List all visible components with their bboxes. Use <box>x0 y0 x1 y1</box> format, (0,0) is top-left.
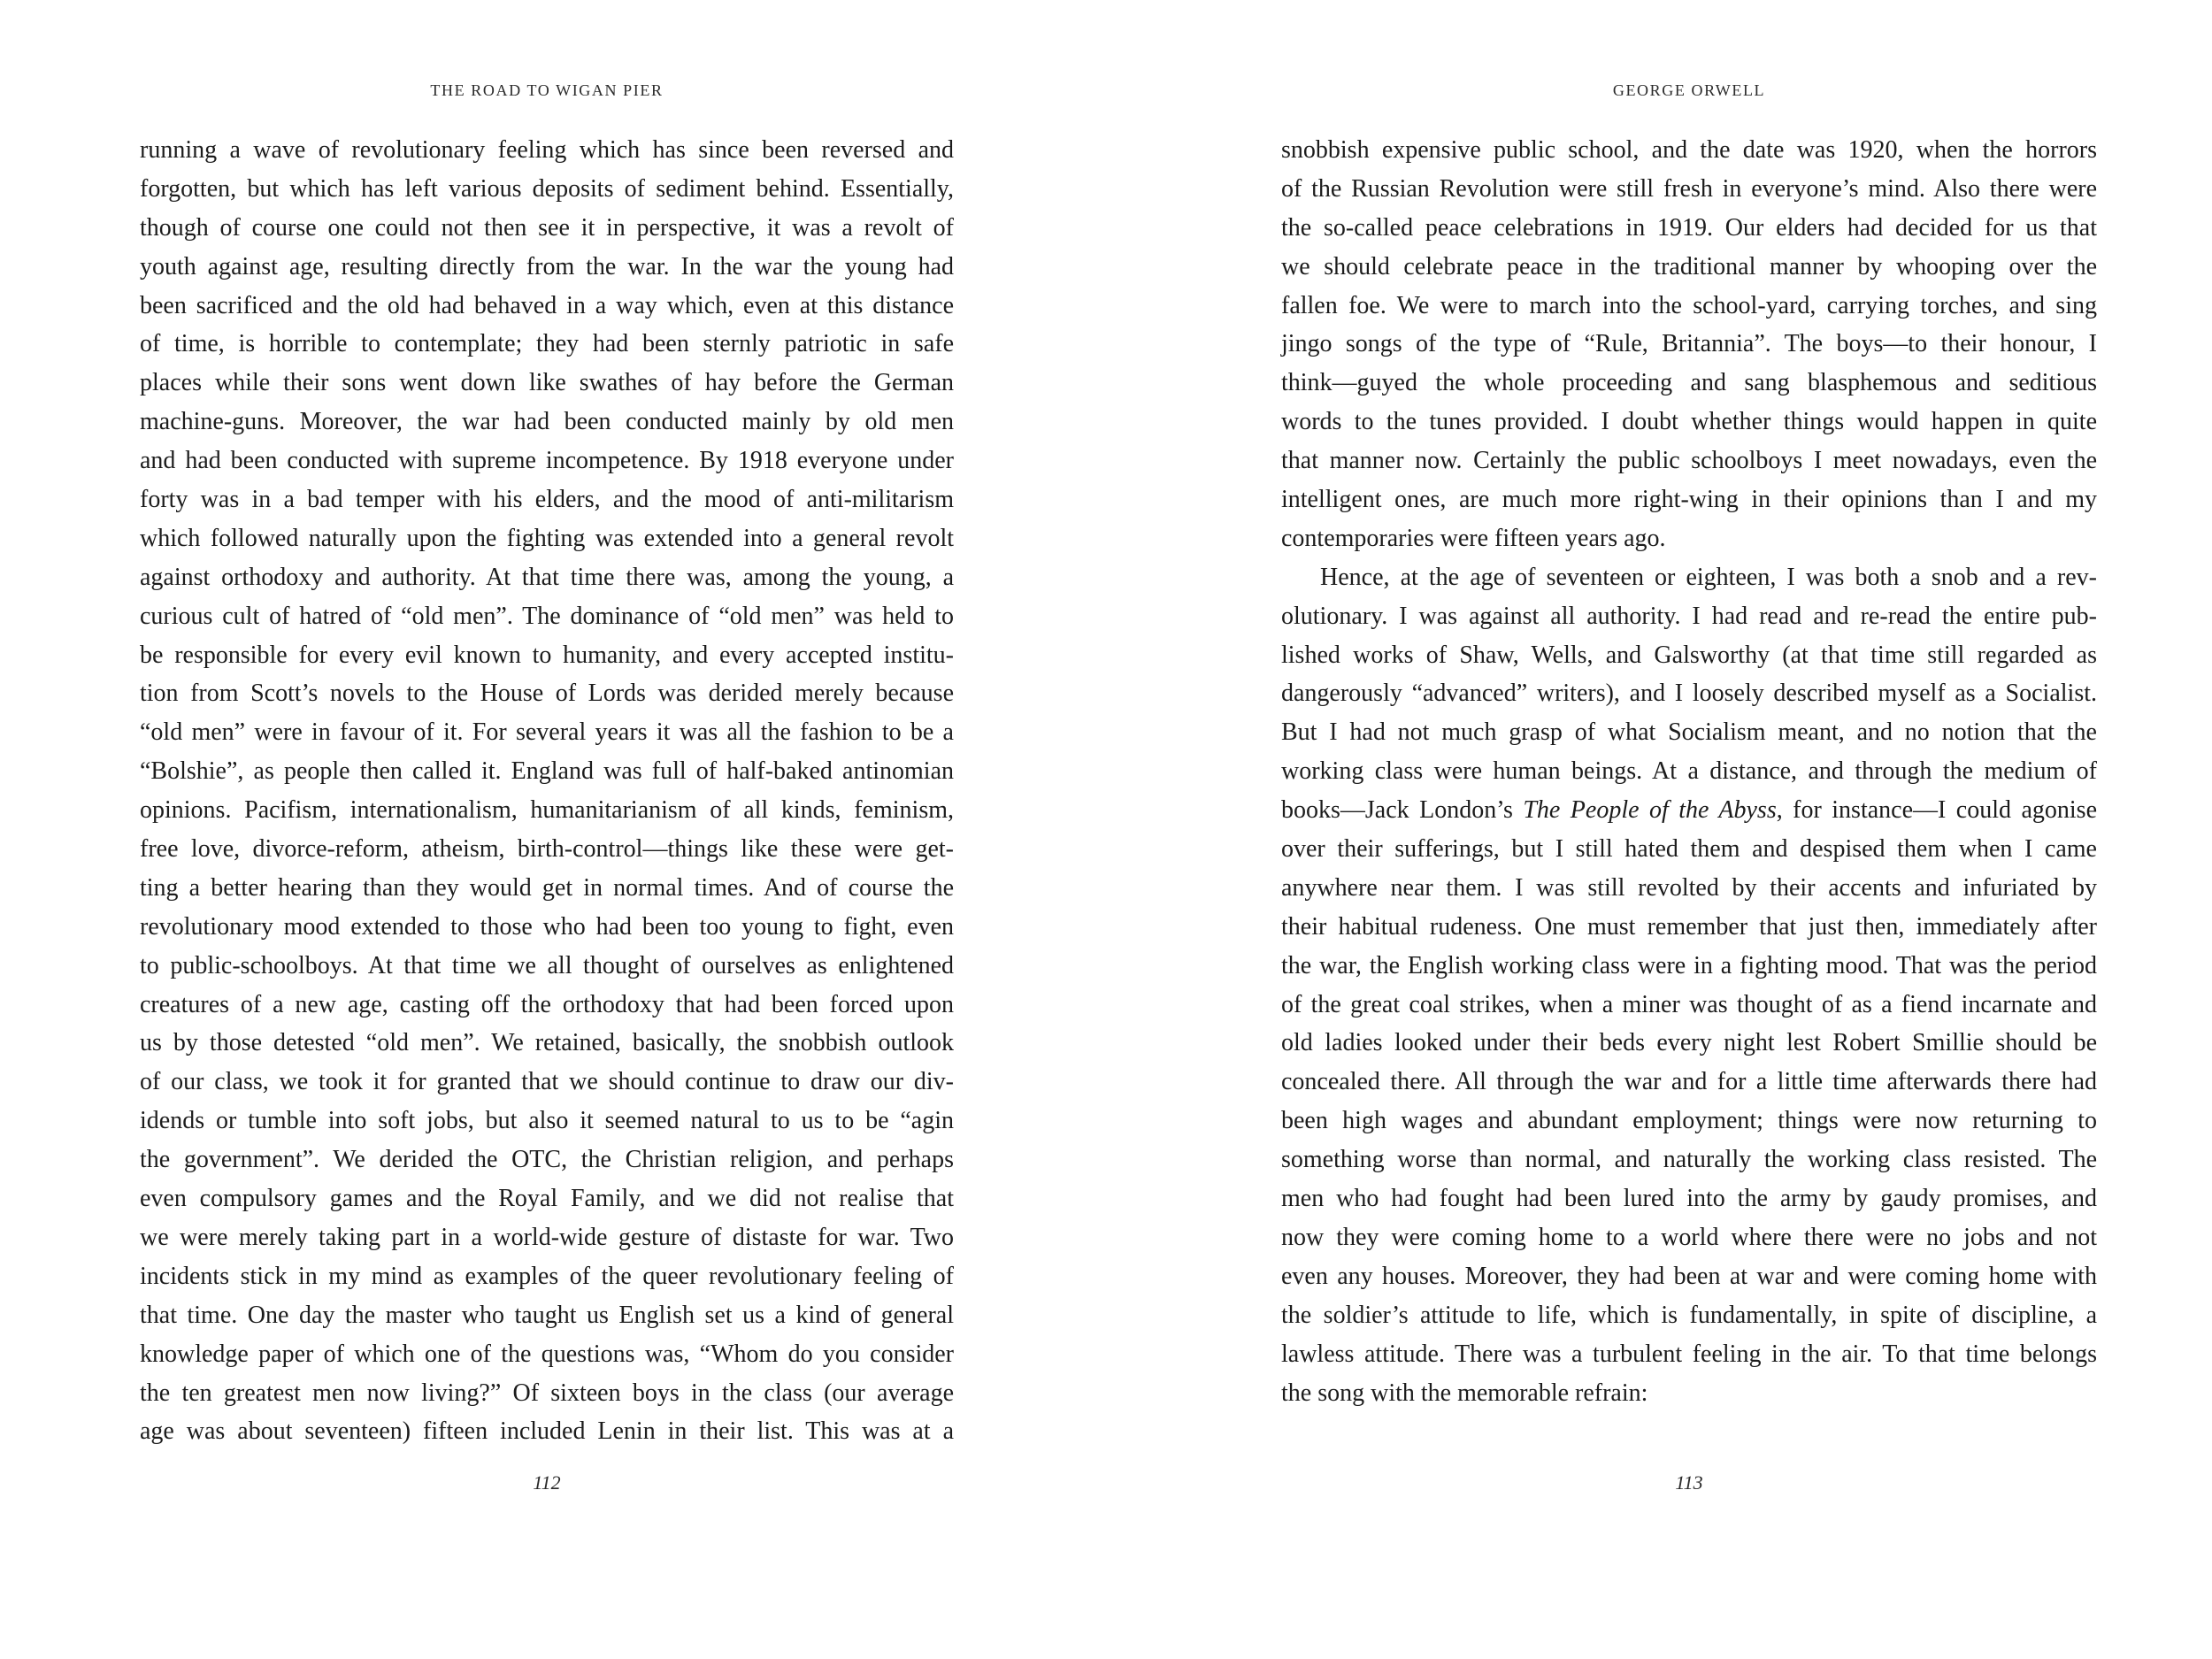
text-line: against orthodoxy and authority. At that time there was, among the young, a <box>140 563 954 591</box>
text-line: words to the tunes provided. I doubt whether things would happen in quite <box>1281 408 2097 436</box>
text-line: “Bolshie”, as people then called it. England was full of half-baked antinomian <box>140 757 954 786</box>
left-body-text <box>140 131 954 1451</box>
text-line: the song with the memorable refrain: <box>1281 1379 1648 1407</box>
text-line: “old men” were in favour of it. For several years it was all the fashion to be a <box>140 718 954 747</box>
text-line: Hence, at the age of seventeen or eighteen, I was both a snob and a rev- <box>1320 563 2097 591</box>
text-segment: , for instance—I could agonise <box>1776 796 2097 825</box>
text-line <box>1281 791 2097 830</box>
text-line: the so-called peace celebrations in 1919. Our elders had decided for us that <box>1281 213 2097 242</box>
text-line: creatures of a new age, casting off the orthodoxy that had been forced upon <box>140 990 954 1018</box>
text-line: jingo songs of the type of “Rule, Britannia”. The boys—to their honour, I <box>1281 330 2097 358</box>
right-body-text <box>1281 131 2097 1412</box>
text-line: though of course one could not then see it in perspective, it was a revolt of <box>140 213 954 242</box>
text-line: curious cult of hatred of “old men”. The dominance of “old men” was held to <box>140 602 954 630</box>
text-line: now they were coming home to a world where there were no jobs and not <box>1281 1223 2097 1251</box>
text-line: working class were human beings. At a distance, and through the medium of <box>1281 757 2097 786</box>
text-line: the government”. We derided the OTC, the Christian religion, and perhaps <box>140 1146 954 1174</box>
book-title: The People of the Abyss <box>1523 796 1777 825</box>
left-running-head: THE ROAD TO WIGAN PIER <box>430 81 664 99</box>
text-line: we were merely taking part in a world-wide gesture of distaste for war. Two <box>140 1223 954 1251</box>
text-line: forty was in a bad temper with his elders, and the mood of anti-militarism <box>140 486 954 514</box>
text-line: the war, the English working class were in a fighting mood. That was the period <box>1281 951 2097 979</box>
text-line: to public-schoolboys. At that time we all thought of ourselves as enlightened <box>140 951 954 979</box>
text-line: places while their sons went down like swathes of hay before the German <box>140 369 954 397</box>
text-line: snobbish expensive public school, and the date was 1920, when the horrors <box>1281 136 2097 164</box>
text-line: even any houses. Moreover, they had been at war and were coming home with <box>1281 1262 2097 1290</box>
right-running-head: GEORGE ORWELL <box>1612 81 1766 99</box>
text-line: olutionary. I was against all authority. I had read and re-read the entire pub- <box>1281 602 2097 630</box>
text-line: machine-guns. Moreover, the war had been conducted mainly by old men <box>140 408 954 436</box>
text-line: the soldier’s attitude to life, which is fundamentally, in spite of discipline, a <box>1281 1301 2097 1329</box>
text-line: the ten greatest men now living?” Of sixteen boys in the class (our average <box>140 1379 954 1407</box>
text-line: of the great coal strikes, when a miner was thought of as a fiend incarnate and <box>1281 990 2097 1018</box>
text-line: running a wave of revolutionary feeling which has since been reversed and <box>140 136 954 164</box>
text-line: fallen foe. We were to march into the school-yard, carrying torches, and sing <box>1281 291 2097 319</box>
text-line: intelligent ones, are much more right-wing in their opinions than I and my <box>1281 486 2097 514</box>
text-line: that manner now. Certainly the public schoolboys I meet nowadays, even the <box>1281 447 2097 475</box>
text-line: incidents stick in my mind as examples of the queer revolutionary feeling of <box>140 1262 954 1290</box>
text-line: over their sufferings, but I still hated them and despised them when I came <box>1281 835 2097 864</box>
text-line: contemporaries were fifteen years ago. <box>1281 524 1666 552</box>
text-line: something worse than normal, and naturally the working class resisted. The <box>1281 1146 2097 1174</box>
text-line: age was about seventeen) fifteen included Lenin in their list. This was at a <box>140 1417 954 1446</box>
text-line: anywhere near them. I was still revolted by their accents and infuriated by <box>1281 873 2097 902</box>
text-line: been sacrificed and the old had behaved in a way which, even at this distance <box>140 291 954 319</box>
text-line: us by those detested “old men”. We retained, basically, the snobbish outlook <box>140 1029 954 1057</box>
text-line: that time. One day the master who taught us English set us a kind of general <box>140 1301 954 1329</box>
text-line: which followed naturally upon the fighting was extended into a general revolt <box>140 524 954 552</box>
text-line: But I had not much grasp of what Socialism meant, and no notion that the <box>1281 718 2097 747</box>
text-line: old ladies looked under their beds every night lest Robert Smillie should be <box>1281 1029 2097 1057</box>
text-line: think—guyed the whole proceeding and sang blasphemous and seditious <box>1281 369 2097 397</box>
text-line: of our class, we took it for granted that we should continue to draw our div- <box>140 1068 954 1096</box>
text-line: been high wages and abundant employment; things were now returning to <box>1281 1107 2097 1135</box>
left-page-number: 112 <box>533 1471 561 1494</box>
text-line: we should celebrate peace in the traditional manner by whooping over the <box>1281 252 2097 280</box>
right-page-number: 113 <box>1675 1471 1703 1494</box>
text-line: idends or tumble into soft jobs, but also it seemed natural to us to be “agin <box>140 1107 954 1135</box>
text-line: lished works of Shaw, Wells, and Galsworthy (at that time still regarded as <box>1281 641 2097 669</box>
text-line: forgotten, but which has left various deposits of sediment behind. Essentially, <box>140 174 954 203</box>
right-page <box>1106 0 2212 1659</box>
text-line: their habitual rudeness. One must remember that just then, immediately after <box>1281 912 2097 941</box>
text-line: tion from Scott’s novels to the House of Lords was derided merely because <box>140 680 954 708</box>
text-line: and had been conducted with supreme incompetence. By 1918 everyone under <box>140 447 954 475</box>
text-line: men who had fought had been lured into the army by gaudy promises, and <box>1281 1185 2097 1213</box>
text-segment: books—Jack London’s <box>1281 796 1524 825</box>
text-line: dangerously “advanced” writers), and I loosely described myself as a Socialist. <box>1281 680 2097 708</box>
text-line: revolutionary mood extended to those who had been too young to fight, even <box>140 912 954 941</box>
text-line: be responsible for every evil known to humanity, and every accepted institu- <box>140 641 954 669</box>
text-line: lawless attitude. There was a turbulent feeling in the air. To that time belongs <box>1281 1340 2097 1368</box>
text-line: even compulsory games and the Royal Family, and we did not realise that <box>140 1185 954 1213</box>
text-line: of time, is horrible to contemplate; they had been sternly patriotic in safe <box>140 330 954 358</box>
text-line: opinions. Pacifism, internationalism, humanitarianism of all kinds, feminism, <box>140 796 954 825</box>
text-line: of the Russian Revolution were still fresh in everyone’s mind. Also there were <box>1281 174 2097 203</box>
text-line: free love, divorce-reform, atheism, birth-control—things like these were get- <box>140 835 954 864</box>
text-line: ting a better hearing than they would get in normal times. And of course the <box>140 873 954 902</box>
text-line: youth against age, resulting directly from the war. In the war the young had <box>140 252 954 280</box>
text-line: concealed there. All through the war and for a little time afterwards there had <box>1281 1068 2097 1096</box>
text-line: knowledge paper of which one of the questions was, “Whom do you consider <box>140 1340 954 1368</box>
